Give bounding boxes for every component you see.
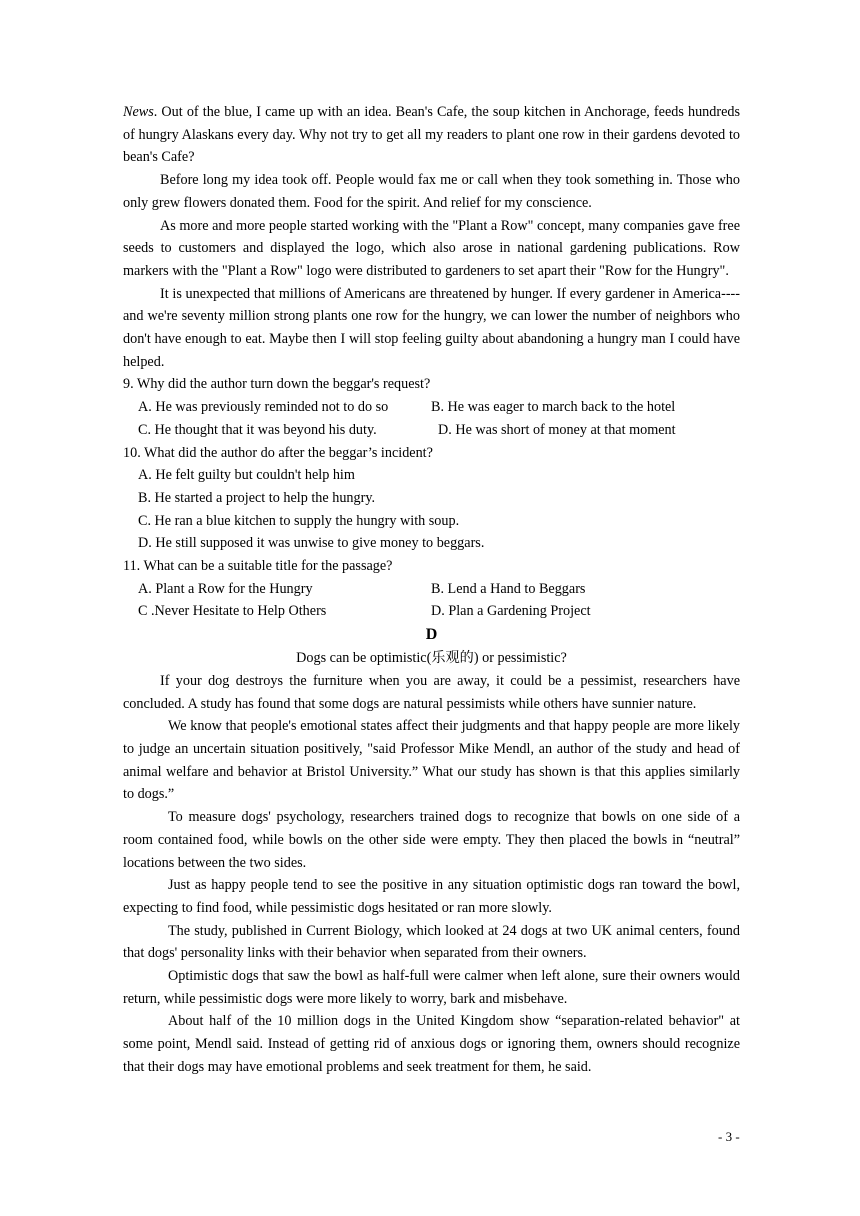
options-row <box>123 419 740 442</box>
passage-d-paragraph-6: Optimistic dogs that saw the bowl as half-full were calmer when left alone, sure their owners would return, while pessimistic dogs were more likely to worry, bark and misbehave. <box>123 968 740 1007</box>
options-row <box>123 578 740 601</box>
page-number: - 3 - <box>718 1129 740 1144</box>
option-a: A. He felt guilty but couldn't help him <box>138 467 355 484</box>
option-a: A. Plant a Row for the Hungry <box>138 580 313 597</box>
section-label: D <box>425 626 438 644</box>
question-9 <box>123 373 740 441</box>
passage-d-paragraph-4: Just as happy people tend to see the positive in any situation optimistic dogs ran toward the bowl, expecting to find food, while pessimistic dogs hesitated or ran more slowly. <box>123 877 740 916</box>
document-page <box>123 101 740 1079</box>
question-stem: 11. What can be a suitable title for the passage? <box>123 558 393 575</box>
option-d: D. He still supposed it was unwise to give money to beggars. <box>138 535 485 552</box>
option-c: C .Never Hesitate to Help Others <box>138 603 327 620</box>
option-b: B. He was eager to march back to the hotel <box>431 399 676 416</box>
passage-d-paragraph-1: If your dog destroys the furniture when you are away, it could be a pessimist, researchers have concluded. A study has found that some dogs are natural pessimists while others have sunnier nature. <box>123 672 740 712</box>
options-row <box>123 396 740 419</box>
newspaper-name: News <box>123 104 154 120</box>
option-b: B. Lend a Hand to Beggars <box>431 580 586 597</box>
option-b: B. He started a project to help the hungry. <box>138 489 376 506</box>
question-10 <box>123 442 740 556</box>
passage-c-paragraph-2: Before long my idea took off. People would fax me or call when they took something in. Those who only grew flowers donated them. Food for the spirit. And relief for my conscience. <box>123 172 740 211</box>
question-stem: 10. What did the author do after the beggar’s incident? <box>123 444 433 461</box>
passage-c-paragraph-4: It is unexpected that millions of Americans are threatened by hunger. If every gardener in America----and we're seventy million strong plants one row for the hungry, we can lower the number of neighbors who don't have enough to eat. Maybe then I will stop feeling guilty about abandoning a hungry man I could have helped. <box>123 285 740 370</box>
passage-d-paragraph-5: The study, published in Current Biology, which looked at 24 dogs at two UK animal centers, found that dogs' personality links with their behavior when separated from their owners. <box>123 922 740 962</box>
option-a: A. He was previously reminded not to do so <box>138 399 389 416</box>
option-c: C. He ran a blue kitchen to supply the hungry with soup. <box>138 512 460 529</box>
passage-d-paragraph-7: About half of the 10 million dogs in the United Kingdom show “separation-related behavior" at some point, Mendl said. Instead of getting rid of anxious dogs or ignoring them, owners should recognize that their dogs may have emotional problems and seek treatment for them, he said. <box>123 1013 740 1075</box>
question-stem: 9. Why did the author turn down the beggar's request? <box>123 376 431 393</box>
passage-title: Dogs can be optimistic(乐观的) or pessimistic? <box>296 650 567 667</box>
option-c: C. He thought that it was beyond his duty. <box>138 421 377 438</box>
option-d: D. Plan a Gardening Project <box>431 603 591 620</box>
passage-c-paragraph-1: News. Out of the blue, I came up with an idea. Bean's Cafe, the soup kitchen in Anchorage, feeds hundreds of hungry Alaskans every day. Why not try to get all my readers to plant one row in their gardens devoted to bean's Cafe? <box>123 104 740 166</box>
passage-d-paragraph-2: We know that people's emotional states affect their judgments and that happy people are more likely to judge an uncertain situation positively, "said Professor Mike Mendl, an author of the study and head of animal welfare and behavior at Bristol University.” What our study has shown is that this applies similarly to dogs.” <box>123 718 740 803</box>
passage-d-paragraph-3: To measure dogs' psychology, researchers trained dogs to recognize that bowls on one side of a room contained food, while bowls on the other side were empty. They then placed the bowls in “neutral” locations between the two sides. <box>123 809 740 871</box>
option-d: D. He was short of money at that moment <box>438 421 676 438</box>
options-row <box>123 600 740 623</box>
passage-c-paragraph-3: As more and more people started working with the "Plant a Row" concept, many companies gave free seeds to customers and displayed the logo, which also arose in national gardening publications. Row markers with the "Plant a Row" logo were distributed to gardeners to set apart their "Row for the Hungry". <box>123 217 740 279</box>
question-11 <box>123 555 740 623</box>
